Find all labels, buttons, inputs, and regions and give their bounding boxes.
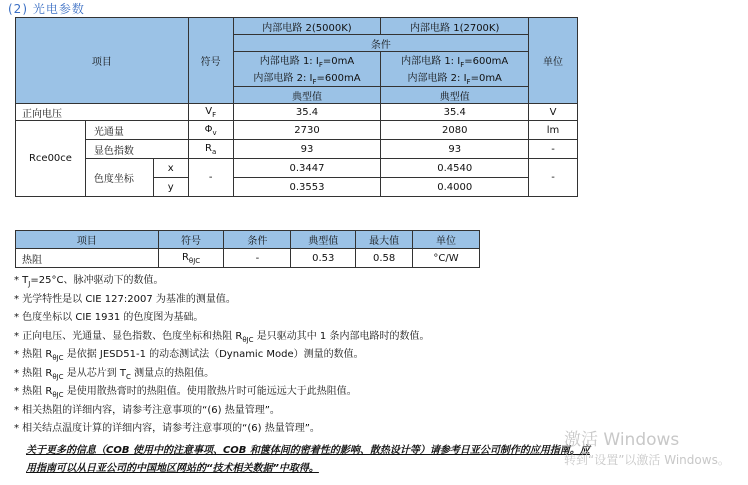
thermal-resistance-label: 热阻 bbox=[16, 249, 159, 268]
note: * 色度坐标以 CIE 1931 的色度图为基础。 bbox=[14, 312, 204, 323]
thermal-resistance-max: 0.58 bbox=[356, 249, 413, 268]
chromaticity-y-value-1: 0.4000 bbox=[381, 178, 529, 197]
header-conditions: 条件 bbox=[233, 35, 528, 52]
condition-b-line1: 内部电路 1: $I_F=600mA$ bbox=[381, 52, 529, 70]
forward-voltage-value-1: 35.4 bbox=[381, 104, 529, 121]
thermal-resistance-symbol: $R_{\theta JC}$ bbox=[158, 249, 224, 268]
application-guide-note-line2: 用指南可以从日亚公司的中国地区网站的“技术相关数据”中取得。 bbox=[26, 463, 319, 474]
chromaticity-x-value-2: 0.3447 bbox=[233, 159, 381, 178]
chromaticity-x-value-1: 0.4540 bbox=[381, 159, 529, 178]
note: * 相关热阻的详细内容，请参考注意事项的“(6) 热量管理”。 bbox=[14, 404, 280, 416]
thermal-resistance-table bbox=[15, 230, 480, 268]
header-symbol: 符号 bbox=[188, 18, 233, 104]
activation-watermark-subtitle: 转到“设置”以激活 Windows。 bbox=[564, 453, 730, 467]
header-internal-circuit-2: 内部电路 2(5000K) bbox=[233, 18, 381, 35]
forward-voltage-unit: V bbox=[529, 104, 578, 121]
note: * 热阻 $R_{\theta JC}$ 是使用散热膏时的热阻值。使用散热片时可能远远大于此热阻值。 bbox=[14, 386, 357, 399]
thermal-resistance-unit: °C/W bbox=[413, 249, 480, 268]
cri-value-2: 93 bbox=[233, 140, 381, 159]
note: * $T_J=25^\circ C$、脉冲驱动下的数值。 bbox=[14, 275, 164, 288]
condition-a-line1: 内部电路 1: $I_F=0mA$ bbox=[233, 52, 381, 70]
condition-a-line2: 内部电路 2: $I_F=600mA$ bbox=[233, 69, 381, 87]
optoelectronic-parameters-table bbox=[15, 17, 578, 197]
application-guide-note-line1: 关于更多的信息（COB 使用中的注意事项、COB 和箧体间的密着性的影响、散热设计等）请参考日亚公司制作的应用指南。应 bbox=[26, 445, 590, 456]
thermal-resistance-typical: 0.53 bbox=[291, 249, 356, 268]
header-unit: 单位 bbox=[529, 18, 578, 104]
condition-b-line2: 内部电路 2: $I_F=0mA$ bbox=[381, 69, 529, 87]
t2-header-condition: 条件 bbox=[224, 231, 291, 249]
group-label: Rce00ce bbox=[16, 121, 86, 197]
t2-header-unit: 单位 bbox=[413, 231, 480, 249]
note: * 光学特性是以 CIE 127:2007 为基准的测量值。 bbox=[14, 293, 236, 305]
cri-unit: - bbox=[529, 140, 578, 159]
t2-header-item: 项目 bbox=[16, 231, 159, 249]
row-chromaticity-label: 色度坐标 bbox=[85, 159, 153, 197]
activation-watermark-title: 激活 Windows bbox=[564, 430, 680, 450]
luminous-flux-symbol: $\Phi_v$ bbox=[188, 121, 233, 140]
row-luminous-flux-label: 光通量 bbox=[85, 121, 188, 140]
note: * 相关结点温度计算的详细内容，请参考注意事项的“(6) 热量管理”。 bbox=[14, 423, 320, 434]
luminous-flux-unit: lm bbox=[529, 121, 578, 140]
cri-value-1: 93 bbox=[381, 140, 529, 159]
t2-header-symbol: 符号 bbox=[158, 231, 224, 249]
thermal-resistance-condition: - bbox=[224, 249, 291, 268]
luminous-flux-value-2: 2730 bbox=[233, 121, 381, 140]
header-typical-a: 典型值 bbox=[233, 87, 381, 104]
forward-voltage-value-2: 35.4 bbox=[233, 104, 381, 121]
header-internal-circuit-1: 内部电路 1(2700K) bbox=[381, 18, 529, 35]
header-item: 项目 bbox=[16, 18, 189, 104]
note: * 热阻 $R_{\theta JC}$ 是从芯片到 $T_C$ 测量点的热阻值。 bbox=[14, 367, 215, 381]
t2-header-max: 最大值 bbox=[356, 231, 413, 249]
note: * 正向电压、光通量、显色指数、色度坐标和热阻 $R_{\theta JC}$ 是只驱动其中 1 条内部电路时的数值。 bbox=[14, 330, 430, 344]
luminous-flux-value-1: 2080 bbox=[381, 121, 529, 140]
row-forward-voltage-label: 正向电压 bbox=[16, 104, 189, 121]
chromaticity-x-label: x bbox=[153, 159, 188, 178]
cri-symbol: $R_a$ bbox=[188, 140, 233, 159]
footnotes bbox=[14, 272, 734, 439]
header-typical-b: 典型值 bbox=[381, 87, 529, 104]
chromaticity-y-value-2: 0.3553 bbox=[233, 178, 381, 197]
t2-header-typical: 典型值 bbox=[291, 231, 356, 249]
row-cri-label: 显色指数 bbox=[85, 140, 188, 159]
forward-voltage-symbol: $V_F$ bbox=[188, 104, 233, 121]
chromaticity-y-label: y bbox=[153, 178, 188, 197]
chromaticity-symbol: - bbox=[188, 159, 233, 197]
chromaticity-unit: - bbox=[529, 159, 578, 197]
section-title: (2) 光电参数 bbox=[8, 2, 85, 16]
note: * 热阻 $R_{\theta JC}$ 是依据 JESD51-1 的动态测试法（Dynamic Mode）测量的数值。 bbox=[14, 349, 364, 362]
